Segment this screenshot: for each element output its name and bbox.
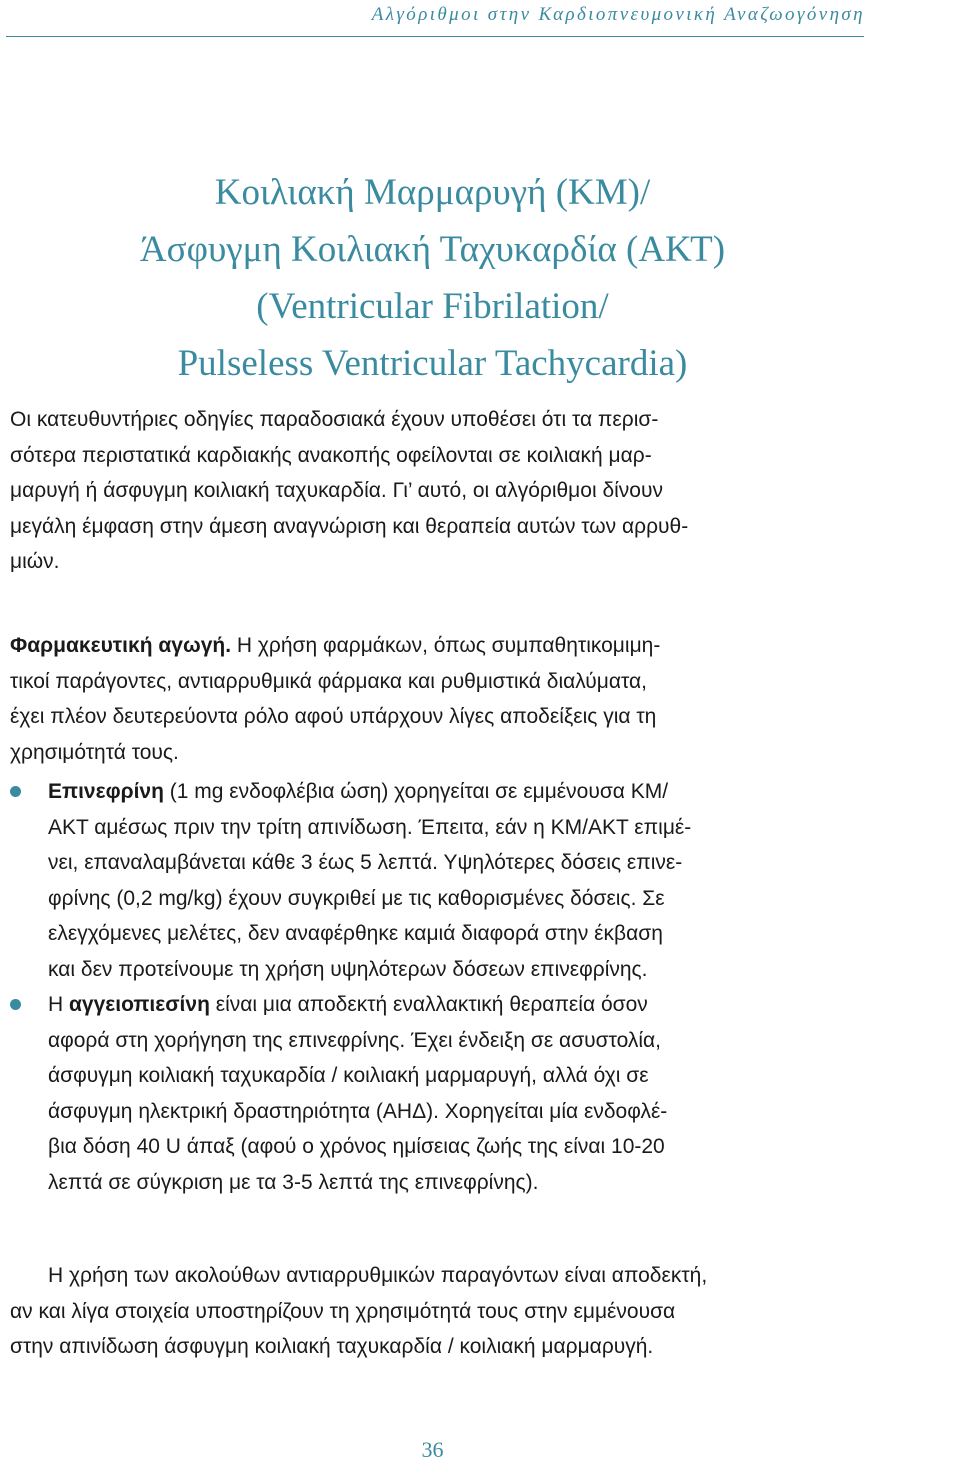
- drug-name: αγγειοπιεσίνη: [69, 993, 210, 1016]
- text-line: ΑΚΤ αμέσως πριν την τρίτη απινίδωση. Έπειτα, εάν η ΚΜ/ΑΚΤ επιμέ-: [48, 815, 692, 839]
- title-line: Pulseless Ventricular Tachycardia): [177, 343, 688, 384]
- text-span: Η: [48, 993, 69, 1016]
- text-line: μαρυγή ή άσφυγμη κοιλιακή ταχυκαρδία. Γι’ αυτό, οι αλγόριθμοι δίνουν: [10, 479, 663, 502]
- header-divider: [6, 36, 864, 37]
- text-line: [48, 774, 870, 810]
- page-number: 36: [421, 1437, 444, 1462]
- text-line: Η χρήση των ακολούθων αντιαρρυθμικών παραγόντων είναι αποδεκτή,: [48, 1264, 708, 1287]
- bullet-epinephrine: [10, 774, 870, 987]
- pharmacology-heading: Φαρμακευτική αγωγή.: [10, 634, 232, 657]
- running-header: Αλγόριθμοι στην Καρδιοπνευμονική Αναζωογόνηση: [371, 4, 865, 25]
- text-line: αφορά στη χορήγηση της επινεφρίνης. Έχει ένδειξη σε ασυστολία,: [48, 1028, 662, 1052]
- text-span: (1 mg ενδοφλέβια ώση) χορηγείται σε εμμένουσα ΚΜ/: [163, 780, 669, 803]
- intro-paragraph: [10, 402, 870, 580]
- text-line: βια δόση 40 U άπαξ (αφού ο χρόνος ημίσειας ζωής της είναι 10-20: [48, 1135, 665, 1158]
- text-line: [10, 628, 870, 664]
- text-line: Οι κατευθυντήριες οδηγίες παραδοσιακά έχουν υποθέσει ότι τα περισ-: [10, 408, 659, 431]
- text-line: τικοί παράγοντες, αντιαρρυθμικά φάρμακα και ρυθμιστικά διαλύματα,: [10, 669, 647, 693]
- text-line: μιών.: [10, 550, 60, 573]
- text-line: φρίνης (0,2 mg/kg) έχουν συγκριθεί με τις καθορισμένες δόσεις. Σε: [48, 886, 665, 910]
- section-title: [0, 164, 865, 392]
- title-line: Κοιλιακή Μαρμαρυγή (ΚΜ)/: [214, 172, 651, 213]
- text-line: λεπτά σε σύγκριση με τα 3-5 λεπτά της επινεφρίνης).: [48, 1170, 539, 1194]
- text-line: σότερα περιστατικά καρδιακής ανακοπής οφείλονται σε κοιλιακή μαρ-: [10, 443, 652, 467]
- text-line: χρησιμότητά τους.: [10, 740, 179, 764]
- text-line: άσφυγμη ηλεκτρική δραστηριότητα (ΑΗΔ). Χορηγείται μία ενδοφλέ-: [48, 1099, 668, 1123]
- bullet-vasopressin: [10, 987, 870, 1200]
- drug-bullet-list: [10, 774, 870, 1200]
- text-line: άσφυγμη κοιλιακή ταχυκαρδία / κοιλιακή μαρμαρυγή, αλλά όχι σε: [48, 1064, 649, 1087]
- text-line: στην απινίδωση άσφυγμη κοιλιακή ταχυκαρδία / κοιλιακή μαρμαρυγή.: [10, 1335, 654, 1358]
- text-line: ελεγχόμενες μελέτες, δεν αναφέρθηκε καμιά διαφορά στην έκβαση: [48, 922, 663, 945]
- text-line: και δεν προτείνουμε τη χρήση υψηλότερων δόσεων επινεφρίνης.: [48, 957, 648, 981]
- text-line: μεγάλη έμφαση στην άμεση αναγνώριση και θεραπεία αυτών των αρρυθ-: [10, 514, 689, 538]
- bullet-icon: [10, 786, 21, 797]
- text-span: είναι μια αποδεκτή εναλλακτική θεραπεία όσον: [209, 993, 648, 1016]
- drug-name: Επινεφρίνη: [48, 780, 164, 803]
- title-line: Άσφυγμη Κοιλιακή Ταχυκαρδία (ΑΚΤ): [139, 229, 726, 270]
- bullet-icon: [10, 999, 21, 1010]
- text-line: νει, επαναλαμβάνεται κάθε 3 έως 5 λεπτά. Υψηλότερες δόσεις επινε-: [48, 851, 683, 874]
- text-line: αν και λίγα στοιχεία υποστηρίζουν τη χρησιμότητά τους στην εμμένουσα: [10, 1299, 676, 1323]
- pharmacology-paragraph: [10, 628, 870, 770]
- closing-paragraph: [10, 1258, 890, 1365]
- title-line: (Ventricular Fibrilation/: [256, 286, 609, 327]
- text-line: [48, 987, 870, 1023]
- text-span: Η χρήση φαρμάκων, όπως συμπαθητικομιμη-: [231, 634, 661, 657]
- text-line: έχει πλέον δευτερεύοντα ρόλο αφού υπάρχουν λίγες αποδείξεις για τη: [10, 705, 657, 728]
